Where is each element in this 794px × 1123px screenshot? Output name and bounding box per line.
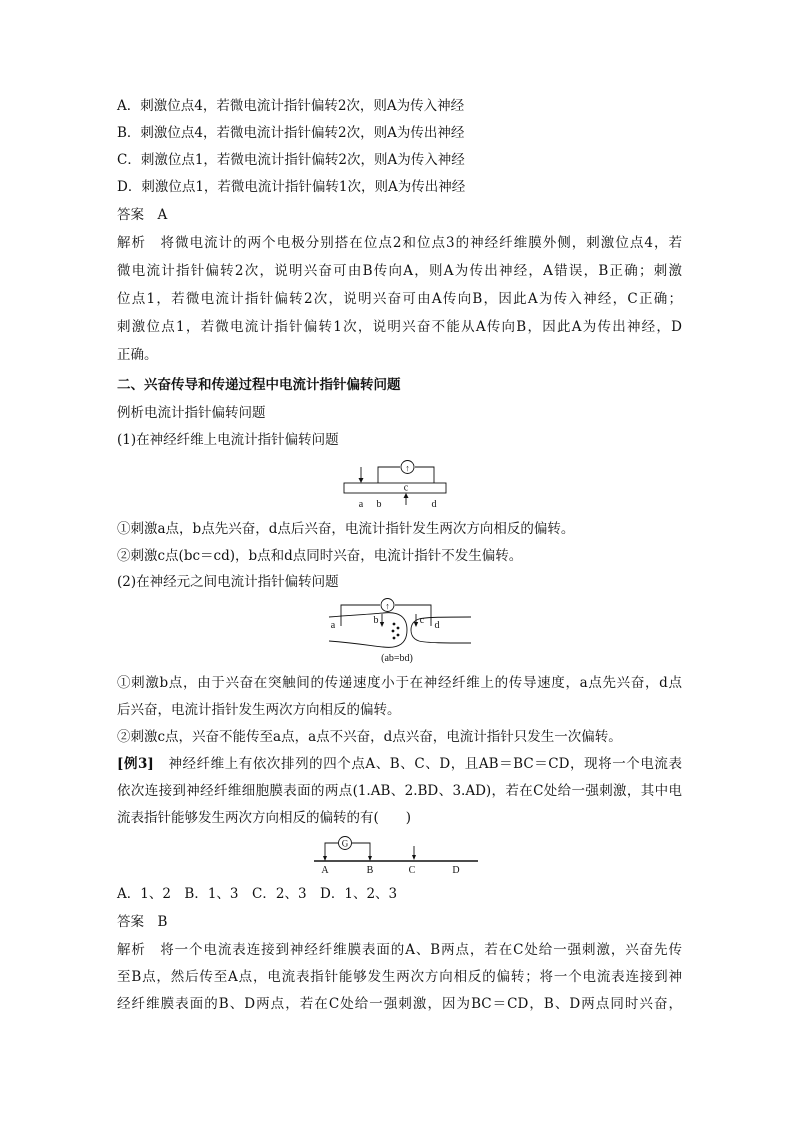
part1-point-1: ①刺激a点，b点先兴奋，d点后兴奋，电流计指针发生两次方向相反的偏转。 [117,521,575,537]
analysis-line: 解析 将微电流计的两个电极分别搭在位点2和位点3的神经纤维膜外侧，刺激位点4，若 [117,235,682,251]
example3-line-2: 依次连接到神经纤维细胞膜表面的两点(1.AB、2.BD、3.AD)，若在C处给一强刺激，其中电 [117,783,682,799]
part2-title: (2)在神经元之间电流计指针偏转问题 [117,574,339,590]
example3-options: A．1、2 B．1、3 C．2、3 D．1、2、3 [117,886,398,902]
part2-point-1-cont: 后兴奋，电流计指针发生两次方向相反的偏转。 [117,702,401,718]
part1-point-2: ②刺激c点(bc＝cd)，b点和d点同时兴奋，电流计指针不发生偏转。 [117,548,523,564]
analysis-line: 正确。 [117,347,158,363]
figure-synapse [325,597,475,667]
meter-g: G [341,838,349,849]
fig3-label-c: C [408,865,416,876]
example3-line-3: 流表指针能够发生两次方向相反的偏转的有( ) [117,810,412,826]
subheading: 例析电流计指针偏转问题 [117,405,266,421]
option-a: A．刺激位点4，若微电流计指针偏转2次，则A为传入神经 [117,98,465,114]
fig1-label-c: c [403,482,409,494]
galvanometer-needle: ↑ [385,601,390,611]
fig3-label-b: B [366,865,374,876]
answer: 答案 A [117,207,168,223]
option-b: B．刺激位点4，若微电流计指针偏转2次，则A为传出神经 [117,125,465,141]
example3-line-1: [例3] 神经纤维上有依次排列的四个点A、B、C、D，且AB＝BC＝CD，现将一个电流表 [117,756,682,772]
fig2-label-b: b [373,615,379,626]
example3-answer: 答案 B [117,914,168,930]
example3-analysis-line: 至B点，然后传至A点，电流表指针能够发生两次方向相反的偏转；将一个电流表连接到神 [117,969,682,985]
fig1-label-b: b [376,499,382,510]
figure-abcd [312,836,482,878]
part2-point-2: ②刺激c点，兴奋不能传至a点，a点不兴奋，d点兴奋，电流计指针只发生一次偏转。 [117,729,622,745]
figure-nerve-fiber [340,456,450,512]
analysis-line: 微电流计指针偏转2次，说明兴奋可由B传向A，则A为传出神经，A错误，B正确；刺激 [117,263,682,279]
fig2-label-d: d [434,620,440,631]
section-heading: 二、兴奋传导和传递过程中电流计指针偏转问题 [117,377,401,393]
fig2-label-a: a [330,620,336,631]
analysis-line: 刺激位点1，若微电流计指针偏转1次，说明兴奋不能从A传向B，因此A为传出神经，D [117,319,682,335]
example3-analysis-line: 解析 将一个电流表连接到神经纤维膜表面的A、B两点，若在C处给一强刺激，兴奋先传 [117,942,682,958]
example3-analysis-line: 经纤维膜表面的B、D两点，若在C处给一强刺激，因为BC＝CD，B、D两点同时兴奋， [117,996,682,1012]
fig3-label-d: D [452,865,460,876]
option-d: D．刺激位点1，若微电流计指针偏转1次，则A为传出神经 [117,179,466,195]
analysis-line: 位点1，若微电流计指针偏转2次，说明兴奋可由A传向B，因此A为传入神经，C正确； [117,291,682,307]
fig1-label-d: d [431,499,437,510]
example-tag: [例3] [117,756,154,772]
part1-title: (1)在神经纤维上电流计指针偏转问题 [117,432,339,448]
option-c: C．刺激位点1，若微电流计指针偏转2次，则A为传入神经 [117,152,465,168]
fig3-label-a: A [321,865,329,876]
fig2-caption: (ab=bd) [381,653,413,664]
part2-point-1: ①刺激b点，由于兴奋在突触间的传递速度小于在神经纤维上的传导速度，a点先兴奋，d点 [117,675,682,691]
fig2-label-c: c [419,615,425,626]
fig1-label-a: a [358,499,364,510]
galvanometer-needle: ↑ [405,463,410,473]
